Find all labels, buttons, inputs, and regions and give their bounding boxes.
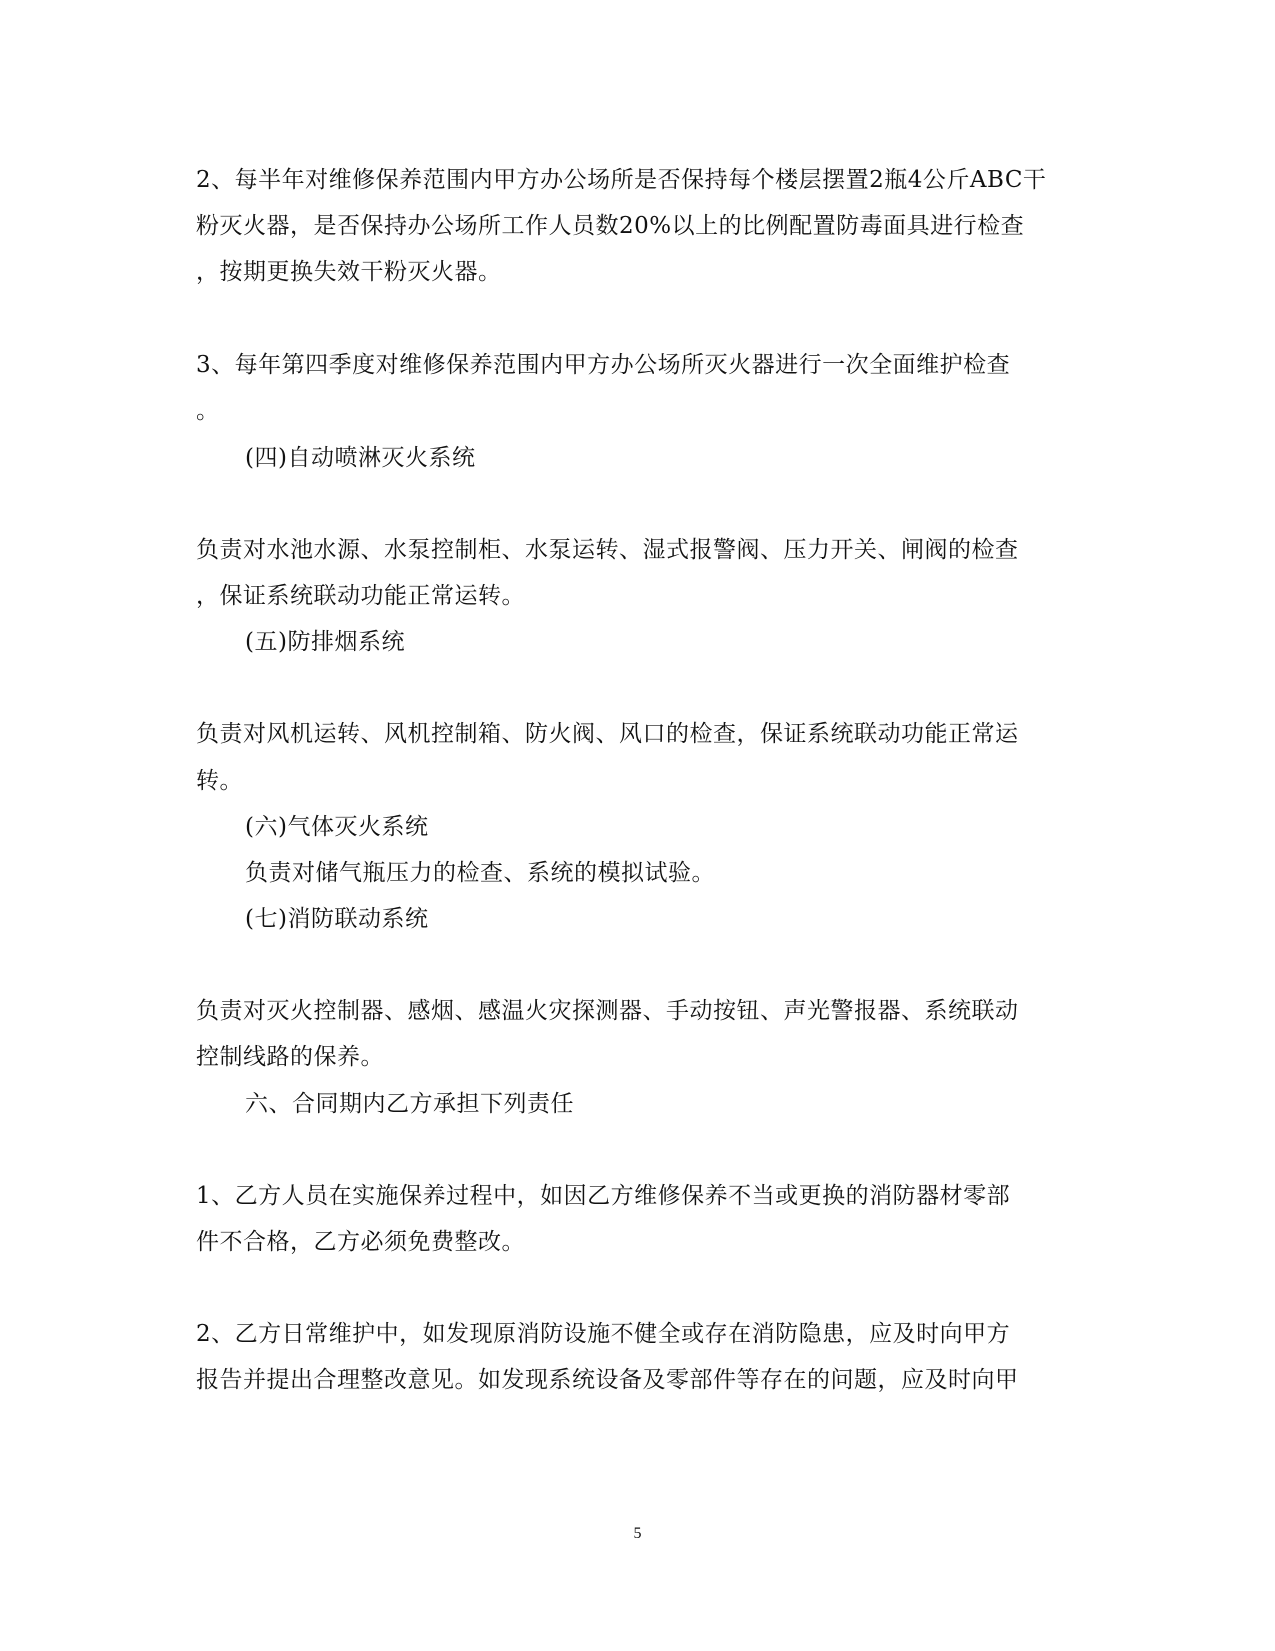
paragraph-line: 件不合格，乙方必须免费整改。 <box>196 1229 525 1255</box>
section-heading: 六、合同期内乙方承担下列责任 <box>245 1091 574 1117</box>
page-number: 5 <box>633 1525 642 1542</box>
section-heading: (四)自动喷淋灭火系统 <box>245 445 476 471</box>
paragraph-line: 1、乙方人员在实施保养过程中，如因乙方维修保养不当或更换的消防器材零部 <box>196 1183 1011 1209</box>
paragraph-line: 控制线路的保养。 <box>196 1044 384 1070</box>
paragraph-line: 粉灭火器，是否保持办公场所工作人员数20%以上的比例配置防毒面具进行检查 <box>196 213 1025 239</box>
paragraph-line: 2、乙方日常维护中，如发现原消防设施不健全或存在消防隐患，应及时向甲方 <box>196 1321 1011 1347</box>
section-heading: (五)防排烟系统 <box>245 629 405 655</box>
paragraph-line: 。 <box>196 398 220 424</box>
paragraph-line: 2、每半年对维修保养范围内甲方办公场所是否保持每个楼层摆置2瓶4公斤ABC干 <box>196 167 1047 193</box>
paragraph-line: ，按期更换失效干粉灭火器。 <box>196 259 502 285</box>
paragraph-line: ，保证系统联动功能正常运转。 <box>196 583 525 609</box>
paragraph-line: 负责对灭火控制器、感烟、感温火灾探测器、手动按钮、声光警报器、系统联动 <box>196 998 1019 1024</box>
paragraph-line: 负责对风机运转、风机控制箱、防火阀、风口的检查，保证系统联动功能正常运 <box>196 721 1019 747</box>
section-heading: (七)消防联动系统 <box>245 906 429 932</box>
paragraph-line: 3、每年第四季度对维修保养范围内甲方办公场所灭火器进行一次全面维护检查 <box>196 352 1011 378</box>
paragraph-line: 负责对储气瓶压力的检查、系统的模拟试验。 <box>245 860 715 886</box>
paragraph-line: 负责对水池水源、水泵控制柜、水泵运转、湿式报警阀、压力开关、闸阀的检查 <box>196 537 1019 563</box>
section-heading: (六)气体灭火系统 <box>245 814 429 840</box>
paragraph-line: 转。 <box>196 768 243 794</box>
paragraph-line: 报告并提出合理整改意见。如发现系统设备及零部件等存在的问题，应及时向甲 <box>196 1367 1019 1393</box>
